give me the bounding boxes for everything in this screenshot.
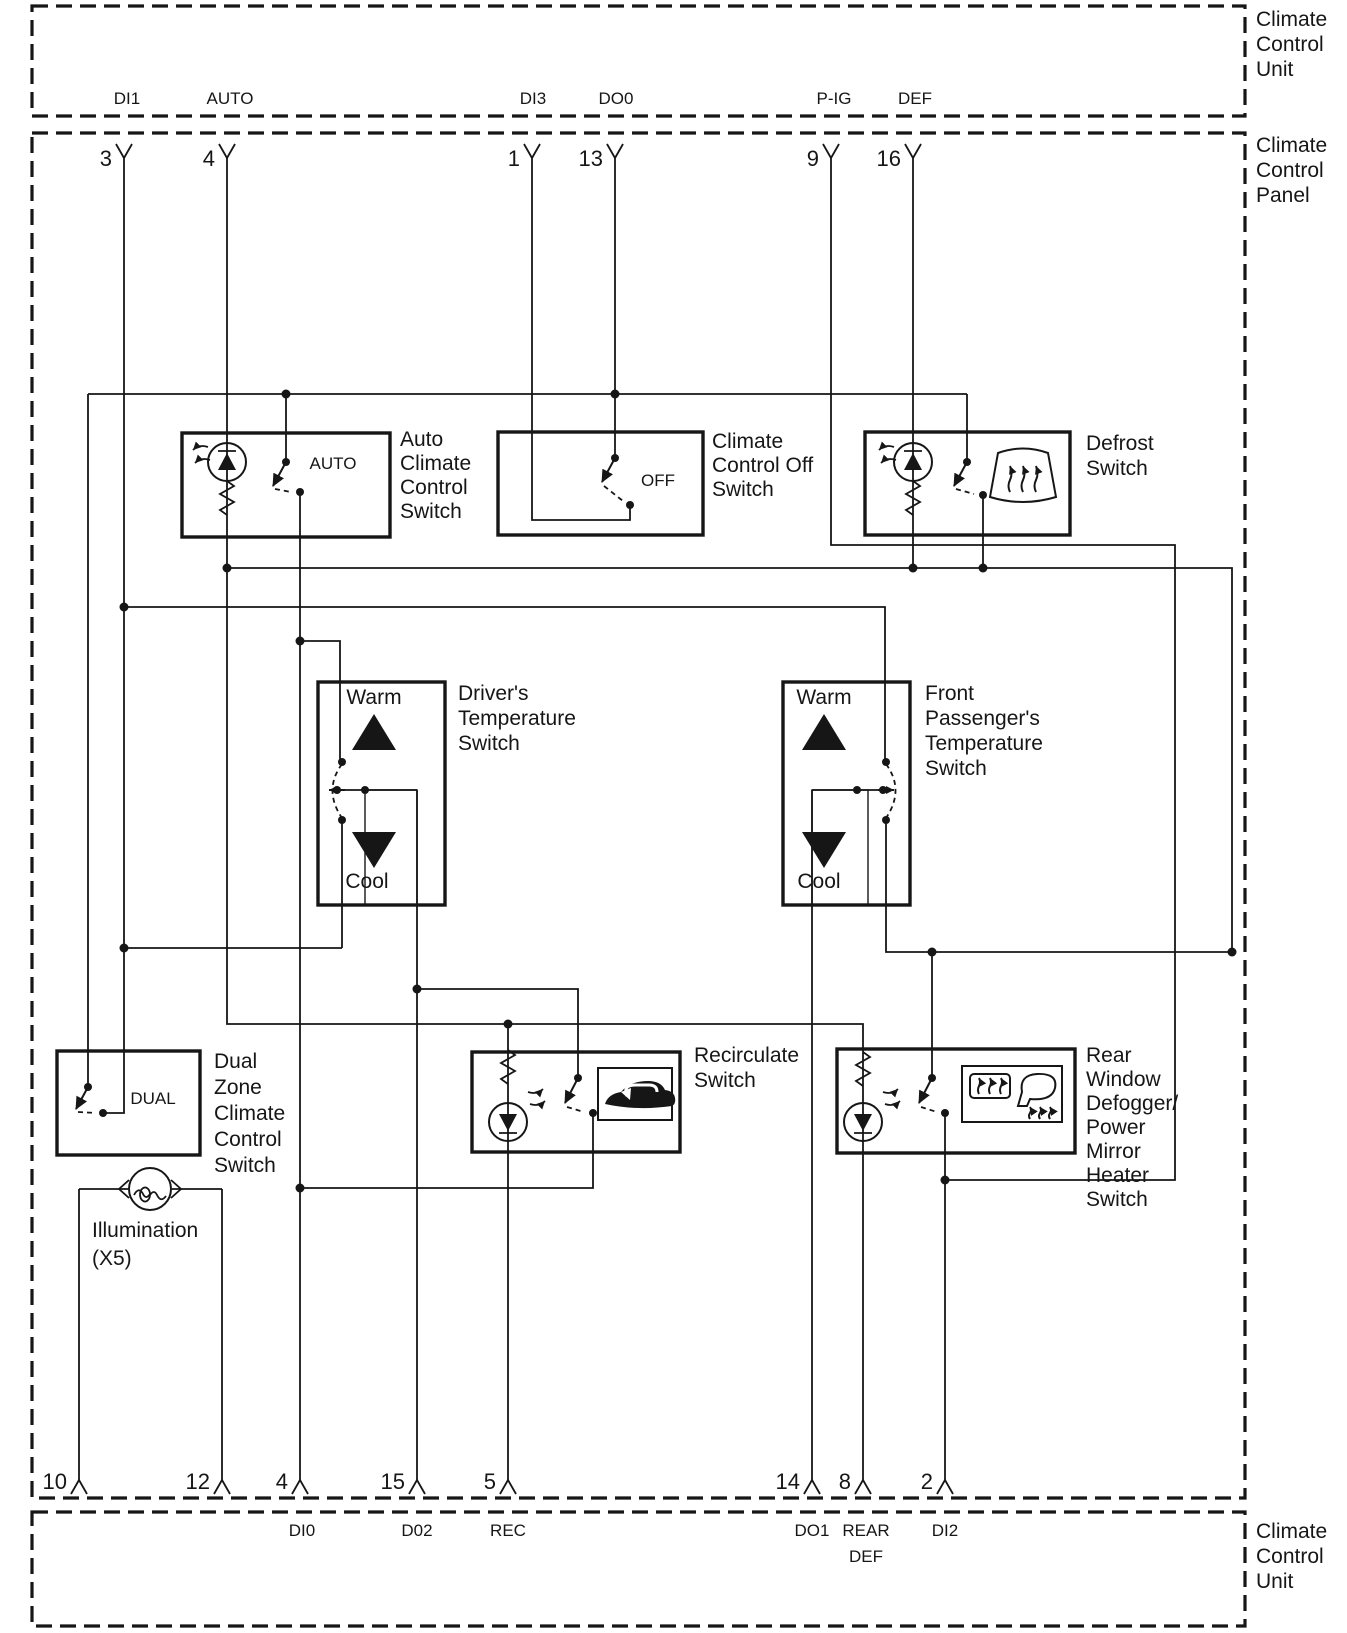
off-switch-dash bbox=[604, 486, 623, 501]
rear-defogger-switch-dash bbox=[921, 1107, 937, 1112]
auto-switch-label-3: Control bbox=[400, 476, 468, 499]
panel-title-3: Panel bbox=[1256, 184, 1310, 207]
signal-rear-def-1: REAR bbox=[842, 1521, 890, 1540]
defrost-windshield-icon bbox=[990, 449, 1056, 503]
auto-led-ray-icon bbox=[193, 446, 208, 450]
defrost-switch-label-1: Defrost bbox=[1086, 432, 1154, 455]
dual-switch-dash bbox=[78, 1112, 96, 1113]
rear-defogger-label-3: Defogger/ bbox=[1086, 1092, 1179, 1115]
dual-switch-label-3: Climate bbox=[214, 1102, 286, 1125]
pin-top-1: 1 bbox=[507, 146, 520, 171]
unit-top-title-3: Unit bbox=[1256, 58, 1294, 81]
rear-defogger-label-4: Power bbox=[1086, 1116, 1146, 1139]
unit-bottom-title-2: Control bbox=[1256, 1545, 1324, 1568]
wire-passenger-common bbox=[812, 790, 883, 1480]
signal-di2: DI2 bbox=[931, 1521, 959, 1540]
auto-switch-blade bbox=[273, 462, 286, 486]
signal-d02: D02 bbox=[401, 1521, 433, 1540]
pin-bottom-4: 4 bbox=[275, 1469, 288, 1494]
passenger-temp-label-1: Front bbox=[925, 682, 975, 705]
recirculate-led-ray2-icon bbox=[528, 1089, 543, 1093]
signal-rec: REC bbox=[490, 1521, 526, 1540]
off-switch-inner-label: OFF bbox=[641, 471, 675, 490]
pin-top-13: 13 bbox=[578, 146, 603, 171]
illumination-filament-icon bbox=[134, 1188, 166, 1202]
pin-top-9: 9 bbox=[806, 146, 819, 171]
defrost-switch-blade bbox=[954, 462, 967, 486]
recirculate-label-2: Switch bbox=[694, 1069, 756, 1092]
wire-driver-common bbox=[337, 790, 417, 1480]
pin-top-3: 3 bbox=[99, 146, 112, 171]
off-switch-blade bbox=[602, 458, 615, 482]
panel-title-2: Control bbox=[1256, 159, 1324, 182]
off-switch-label-3: Switch bbox=[712, 478, 774, 501]
illumination-bulb-icon bbox=[129, 1168, 171, 1210]
passenger-warm-label: Warm bbox=[796, 686, 852, 709]
rear-defogger-led-ray-icon bbox=[885, 1101, 900, 1105]
passenger-temp-label-4: Switch bbox=[925, 757, 987, 780]
switch-blades bbox=[76, 458, 974, 1113]
unit-bottom-title-1: Climate bbox=[1256, 1520, 1328, 1543]
unit-top-title-1: Climate bbox=[1256, 8, 1328, 31]
bus-h7 bbox=[886, 820, 1232, 1078]
passenger-cool-label: Cool bbox=[797, 870, 841, 893]
auto-switch-label-2: Climate bbox=[400, 452, 472, 475]
recirculate-led-ray-icon bbox=[530, 1101, 545, 1105]
passenger-warm-triangle-icon bbox=[802, 714, 846, 750]
defrost-switch-label-2: Switch bbox=[1086, 457, 1148, 480]
rear-defogger-mirror-icon bbox=[962, 1066, 1062, 1122]
climate-control-unit-bottom-border bbox=[32, 1512, 1245, 1626]
driver-warm-triangle-icon bbox=[352, 714, 396, 750]
off-switch-label-1: Climate bbox=[712, 430, 784, 453]
rear-defogger-led-ray2-icon bbox=[883, 1089, 898, 1093]
signal-def: DEF bbox=[898, 89, 932, 108]
signal-di1: DI1 bbox=[113, 89, 141, 108]
dual-switch-label-2: Zone bbox=[214, 1076, 262, 1099]
defrost-led-ray-icon bbox=[879, 446, 894, 450]
driver-cool-label: Cool bbox=[345, 870, 389, 893]
defrost-switch-dash bbox=[956, 489, 974, 494]
wire-pin4-auto-led bbox=[227, 158, 863, 1480]
wires bbox=[71, 144, 1232, 1494]
driver-temp-label-3: Switch bbox=[458, 732, 520, 755]
signal-di0: DI0 bbox=[288, 1521, 316, 1540]
recirculate-switch-blade bbox=[565, 1078, 578, 1103]
rear-defogger-label-6: Heater bbox=[1086, 1164, 1150, 1187]
dual-switch-label-5: Switch bbox=[214, 1154, 276, 1177]
unit-top-title-2: Control bbox=[1256, 33, 1324, 56]
illumination-label-2: (X5) bbox=[92, 1247, 132, 1270]
pin-bottom-2: 2 bbox=[920, 1469, 933, 1494]
pin-bottom-5: 5 bbox=[483, 1469, 496, 1494]
bus-h5 bbox=[417, 989, 578, 1078]
signal-pig: P-IG bbox=[816, 89, 852, 108]
signal-di3: DI3 bbox=[519, 89, 547, 108]
rear-defogger-switch-blade bbox=[919, 1078, 932, 1103]
wire-pin3-di1 bbox=[103, 158, 124, 1113]
driver-warm-label: Warm bbox=[346, 686, 402, 709]
dual-switch-label-4: Control bbox=[214, 1128, 282, 1151]
recirculate-car-icon bbox=[598, 1068, 675, 1120]
bus-h4 bbox=[124, 820, 342, 948]
illumination-label-1: Illumination bbox=[92, 1219, 199, 1242]
labels bbox=[43, 8, 1328, 1593]
passenger-cool-triangle-icon bbox=[802, 832, 846, 868]
rear-defogger-label-7: Switch bbox=[1086, 1188, 1148, 1211]
driver-temp-label-2: Temperature bbox=[458, 707, 576, 730]
signal-do1: DO1 bbox=[794, 1521, 830, 1540]
pin-bottom-12: 12 bbox=[185, 1469, 210, 1494]
recirculate-label-1: Recirculate bbox=[694, 1044, 800, 1067]
panel-title-1: Climate bbox=[1256, 134, 1328, 157]
rear-defogger-led-triangle bbox=[854, 1114, 872, 1131]
rear-defogger-label-5: Mirror bbox=[1086, 1140, 1141, 1163]
passenger-temp-label-3: Temperature bbox=[925, 732, 1043, 755]
off-switch-label-2: Control Off bbox=[712, 454, 814, 477]
pin-top-16: 16 bbox=[876, 146, 901, 171]
pin-bottom-15: 15 bbox=[380, 1469, 405, 1494]
dual-switch-inner-label: DUAL bbox=[130, 1089, 176, 1108]
signal-do0: DO0 bbox=[598, 89, 634, 108]
pin-bottom-10: 10 bbox=[42, 1469, 67, 1494]
wire-pin9-pig bbox=[831, 158, 1175, 1180]
wire-driver-rocker-feed bbox=[300, 641, 340, 762]
dual-switch-label-1: Dual bbox=[214, 1050, 258, 1073]
pin-bottom-14: 14 bbox=[775, 1469, 800, 1494]
pin-top-4: 4 bbox=[202, 146, 215, 171]
auto-switch-inner-label: AUTO bbox=[309, 454, 357, 473]
recirculate-led-triangle bbox=[499, 1114, 517, 1131]
passenger-temp-label-2: Passenger's bbox=[925, 707, 1040, 730]
driver-temp-label-1: Driver's bbox=[458, 682, 529, 705]
auto-switch-label-4: Switch bbox=[400, 500, 462, 523]
unit-bottom-title-3: Unit bbox=[1256, 1570, 1294, 1593]
defrost-led-triangle bbox=[904, 453, 922, 470]
auto-switch-dash bbox=[275, 489, 291, 492]
climate-control-panel-border bbox=[32, 133, 1245, 1498]
rear-defogger-label-2: Window bbox=[1086, 1068, 1161, 1091]
signal-auto: AUTO bbox=[206, 89, 254, 108]
recirculate-switch-dash bbox=[567, 1107, 584, 1112]
pictograms bbox=[352, 449, 1062, 1123]
signal-rear-def-2: DEF bbox=[849, 1547, 883, 1566]
bus-h2 bbox=[227, 568, 1232, 952]
auto-led-triangle bbox=[218, 453, 236, 470]
rear-defogger-label-1: Rear bbox=[1086, 1044, 1132, 1067]
auto-switch-label-1: Auto bbox=[400, 428, 444, 451]
pin-bottom-8: 8 bbox=[838, 1469, 851, 1494]
driver-cool-triangle-icon bbox=[352, 832, 396, 868]
